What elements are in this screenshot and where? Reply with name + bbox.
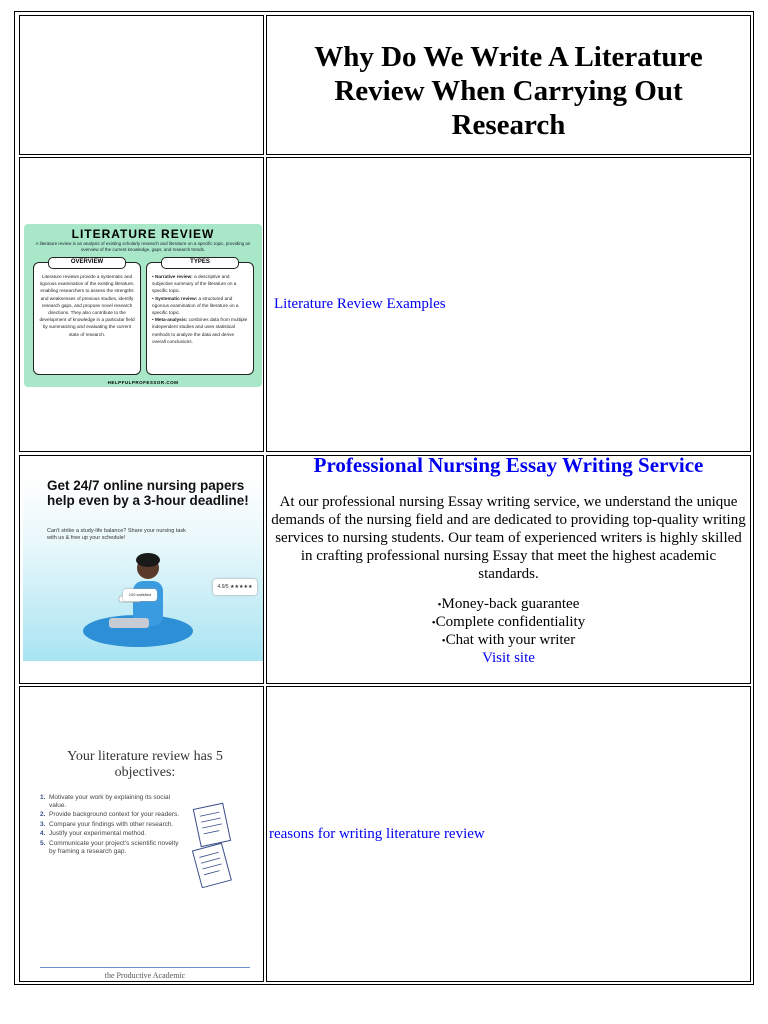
type-item: • Narrative review: a descriptive and subjective summary of the literature on a specific topic. bbox=[152, 274, 237, 294]
infographic-lead: A literature review is an analysis of existing scholarly research and literature on a specific topic, providing an overview of the current knowledge, gaps, and research trends. bbox=[35, 241, 251, 252]
objective-item: 5. Communicate your project's scientific novelty by framing a research gap. bbox=[40, 839, 179, 855]
feature-item: • Chat with your writer bbox=[267, 632, 750, 650]
nursing-service-cell bbox=[266, 455, 751, 684]
type-item: • Systematic review: a structured and rigorous examination of the literature on a specific topic. bbox=[152, 295, 239, 316]
objectives-list bbox=[40, 794, 180, 857]
page-title: Why Do We Write A Literature Review When Carrying Out Research bbox=[314, 41, 703, 141]
ad-badge-rating: 4.9/5 ★★★★★ bbox=[213, 579, 257, 595]
title-cell bbox=[266, 15, 751, 155]
types-box bbox=[146, 259, 254, 375]
link-wrapper bbox=[274, 158, 446, 451]
nursing-ad-cell bbox=[19, 455, 264, 684]
feature-item: • Complete confidentiality bbox=[267, 614, 750, 632]
objectives-heading: Your literature review has 5 objectives: bbox=[67, 749, 223, 780]
nursing-ad-image[interactable] bbox=[23, 476, 263, 661]
objective-item: 4. Justify your experimental method. bbox=[40, 830, 147, 838]
link-wrapper bbox=[269, 687, 485, 981]
documents-icon bbox=[188, 799, 248, 889]
overview-label: OVERVIEW bbox=[48, 257, 126, 269]
literature-review-examples-link[interactable]: Literature Review Examples bbox=[274, 296, 446, 312]
literature-review-infographic[interactable] bbox=[24, 224, 262, 387]
infographic-title: LITERATURE REVIEW bbox=[71, 227, 215, 241]
nursing-service-description: At our professional nursing Essay writing service, we understand the unique demands of the nursing field and are dedicated to providing top-quality writing services to nursing students. Our team of experienced writers is highly skilled in crafting professional nursing Essay that meet the highest academic standards. bbox=[271, 494, 746, 582]
types-label: TYPES bbox=[161, 257, 239, 269]
literature-review-link-cell bbox=[266, 157, 751, 452]
overview-box bbox=[33, 259, 141, 375]
types-list bbox=[152, 273, 248, 345]
overview-text: Literature reviews provide a systematic and rigorous examination of the existing literature, enabling researchers to assess the strengths and weaknesses of previous studies, identify research gaps, and propose novel research directions. They also contribute to the development of knowledge in a particular field by summarizing and evaluating the current state of research. bbox=[39, 274, 135, 337]
feature-list bbox=[267, 596, 750, 650]
reasons-link-cell bbox=[266, 686, 751, 982]
ad-subtext: Can't strike a study-life balance? Share your nursing task with us & free up your schedule! bbox=[47, 528, 186, 541]
empty-cell bbox=[19, 15, 264, 155]
objectives-image-cell bbox=[19, 686, 264, 982]
objectives-footer: the Productive Academic bbox=[40, 967, 250, 980]
feature-item: • Money-back guarantee bbox=[267, 596, 750, 614]
nurse-illustration bbox=[23, 476, 263, 661]
type-item: • Meta-analysis: combines data from multiple independent studies and uses statistical methods to analyze the data and derive overall conclusions. bbox=[152, 317, 248, 344]
nursing-service-heading[interactable] bbox=[267, 455, 750, 478]
layout-table bbox=[14, 11, 754, 985]
reasons-literature-review-link[interactable]: reasons for writing literature review bbox=[269, 825, 485, 842]
literature-review-image-cell bbox=[19, 157, 264, 452]
visit-site-link[interactable]: Visit site bbox=[482, 650, 535, 666]
objective-item: 1. Motivate your work by explaining its social value. bbox=[40, 794, 171, 809]
visit-site-wrapper bbox=[267, 649, 750, 667]
objective-item: 2. Provide background context for your readers. bbox=[40, 811, 180, 819]
ad-headline: Get 24/7 online nursing papers help even by a 3-hour deadline! bbox=[47, 478, 249, 508]
nursing-service-heading-link[interactable]: Professional Nursing Essay Writing Service bbox=[313, 455, 704, 477]
infographic-footer: HELPFULPROFESSOR.COM bbox=[107, 380, 179, 385]
ad-badge-satisfied: 100 satisfied bbox=[123, 589, 157, 601]
objective-item: 3. Compare your findings with other research. bbox=[40, 820, 174, 828]
